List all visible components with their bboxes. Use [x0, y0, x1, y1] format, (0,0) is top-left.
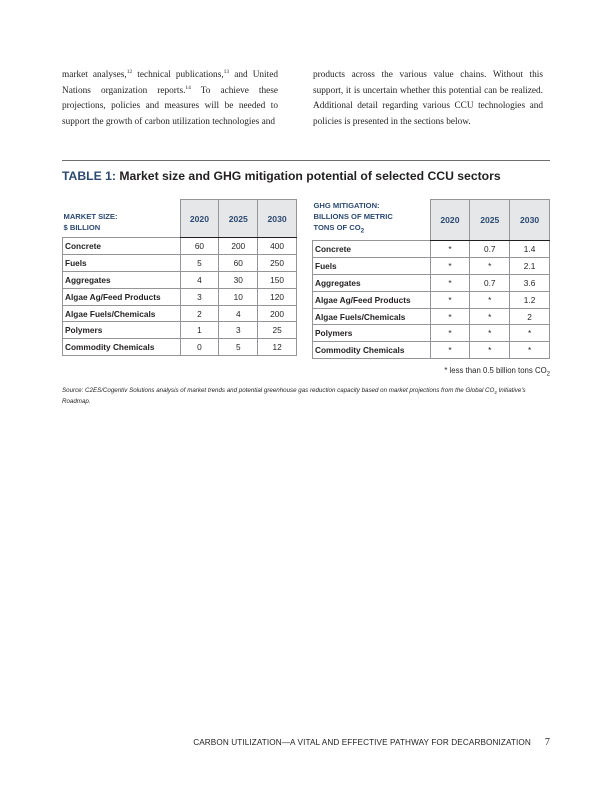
table-cell: 4 [180, 271, 219, 288]
table-cell: 12 [258, 339, 297, 356]
table-row [313, 257, 550, 274]
table-cell: 3 [180, 288, 219, 305]
header-line: TONS OF CO [313, 222, 361, 232]
table-cell: 10 [219, 288, 258, 305]
table-cell: 1 [180, 322, 219, 339]
endnote-ref[interactable]: 14 [185, 84, 191, 91]
table-cell: 25 [258, 322, 297, 339]
table-cell: * [430, 342, 470, 359]
table-row [63, 288, 297, 305]
table-cell: * [430, 308, 470, 325]
table-row [313, 342, 550, 359]
year-header: 2020 [180, 200, 219, 238]
table-cell: 30 [219, 271, 258, 288]
year-header: 2025 [470, 200, 510, 241]
table-cell: * [470, 257, 510, 274]
body-text: To achieve these projections, policies and measures will be needed to support the growth of carbon utilization technologies and [62, 85, 278, 127]
table-cell: * [470, 308, 510, 325]
table-header-row [63, 200, 297, 238]
body-column-left [62, 68, 278, 130]
row-label: Commodity Chemicals [63, 339, 181, 356]
table-cell: 4 [219, 305, 258, 322]
table-cell: 3 [219, 322, 258, 339]
row-label: Algae Fuels/Chemicals [63, 305, 181, 322]
table-cell: 5 [180, 254, 219, 271]
year-header: 2030 [258, 200, 297, 238]
header-line: MARKET SIZE: [63, 212, 118, 221]
table-cell: * [470, 342, 510, 359]
table-cell: 400 [258, 238, 297, 255]
table-caption: Market size and GHG mitigation potential of selected CCU sectors [115, 169, 501, 183]
ghg-mitigation-header [313, 200, 431, 241]
table-cell: * [470, 291, 510, 308]
table-cell: 1.4 [510, 241, 550, 258]
body-text: and United Nations organization reports. [62, 70, 278, 96]
table-cell: 2 [510, 308, 550, 325]
table-row [63, 271, 297, 288]
table-cell: 5 [219, 339, 258, 356]
table-cell: 60 [219, 254, 258, 271]
running-title: CARBON UTILIZATION—A VITAL AND EFFECTIVE PATHWAY FOR DECARBONIZATION [193, 738, 531, 747]
subscript: 2 [546, 371, 550, 378]
year-header: 2030 [510, 200, 550, 241]
row-label: Aggregates [63, 271, 181, 288]
market-size-header [63, 200, 181, 238]
source-text: Initiative's Roadmap. [62, 387, 526, 405]
table-row [63, 339, 297, 356]
section-divider [62, 160, 550, 161]
table-row [63, 238, 297, 255]
table-cell: * [430, 274, 470, 291]
table-cell: 120 [258, 288, 297, 305]
subscript: 2 [360, 227, 365, 235]
footnote-text: * less than 0.5 billion tons CO [444, 366, 547, 375]
table-row [313, 241, 550, 258]
table-cell: * [430, 325, 470, 342]
table-cell: 0.7 [470, 241, 510, 258]
row-label: Algae Ag/Feed Products [63, 288, 181, 305]
table-cell: 150 [258, 271, 297, 288]
year-header: 2025 [219, 200, 258, 238]
row-label: Commodity Chemicals [313, 342, 431, 359]
table-row [63, 322, 297, 339]
row-label: Fuels [63, 254, 181, 271]
row-label: Aggregates [313, 274, 431, 291]
ghg-mitigation-table [312, 199, 550, 359]
row-label: Concrete [63, 238, 181, 255]
row-label: Algae Ag/Feed Products [313, 291, 431, 308]
table-cell: * [430, 257, 470, 274]
body-text: technical publications, [132, 70, 224, 80]
table-header-row [313, 200, 550, 241]
page-footer [193, 737, 550, 748]
table-cell: 60 [180, 238, 219, 255]
table-cell: * [470, 325, 510, 342]
table-cell: * [430, 241, 470, 258]
header-line: $ BILLION [63, 223, 101, 232]
table-row [313, 308, 550, 325]
table-cell: * [510, 342, 550, 359]
body-text: market analyses, [62, 70, 127, 80]
subscript: 2 [494, 390, 497, 396]
row-label: Polymers [313, 325, 431, 342]
body-column-right: products across the various value chains. Without this support, it is uncertain whether this potential can be realized. Additional detail regarding various CCU technologies and policies is presented in the sections below. [313, 70, 543, 127]
header-line: GHG MITIGATION: [313, 200, 380, 210]
table-cell: 2.1 [510, 257, 550, 274]
market-size-table [62, 199, 297, 356]
table-cell: 250 [258, 254, 297, 271]
row-label: Algae Fuels/Chemicals [313, 308, 431, 325]
table-cell: 0.7 [470, 274, 510, 291]
table-row [63, 305, 297, 322]
row-label: Fuels [313, 257, 431, 274]
source-note [62, 387, 550, 406]
table-cell: 3.6 [510, 274, 550, 291]
endnote-ref[interactable]: 12 [126, 68, 133, 75]
table-cell: * [430, 291, 470, 308]
table-title [62, 169, 501, 183]
source-text: Source: C2ES/Cogentiv Solutions analysis of market trends and potential greenhouse gas reduction capacity based on market projections from the Global CO [62, 387, 495, 394]
table-row [313, 291, 550, 308]
table-row [63, 254, 297, 271]
table-cell: 1.2 [510, 291, 550, 308]
table-row [313, 274, 550, 291]
table-cell: 2 [180, 305, 219, 322]
table-cell: 200 [219, 238, 258, 255]
row-label: Polymers [63, 322, 181, 339]
table-cell: * [510, 325, 550, 342]
row-label: Concrete [313, 241, 431, 258]
table-cell: 200 [258, 305, 297, 322]
header-line: BILLIONS OF METRIC [313, 211, 393, 221]
year-header: 2020 [430, 200, 470, 241]
table-footnote [444, 366, 550, 378]
table-number: TABLE 1: [62, 169, 116, 183]
table-cell: 0 [180, 339, 219, 356]
page-number: 7 [544, 737, 550, 748]
endnote-ref[interactable]: 13 [223, 68, 230, 75]
table-row [313, 325, 550, 342]
